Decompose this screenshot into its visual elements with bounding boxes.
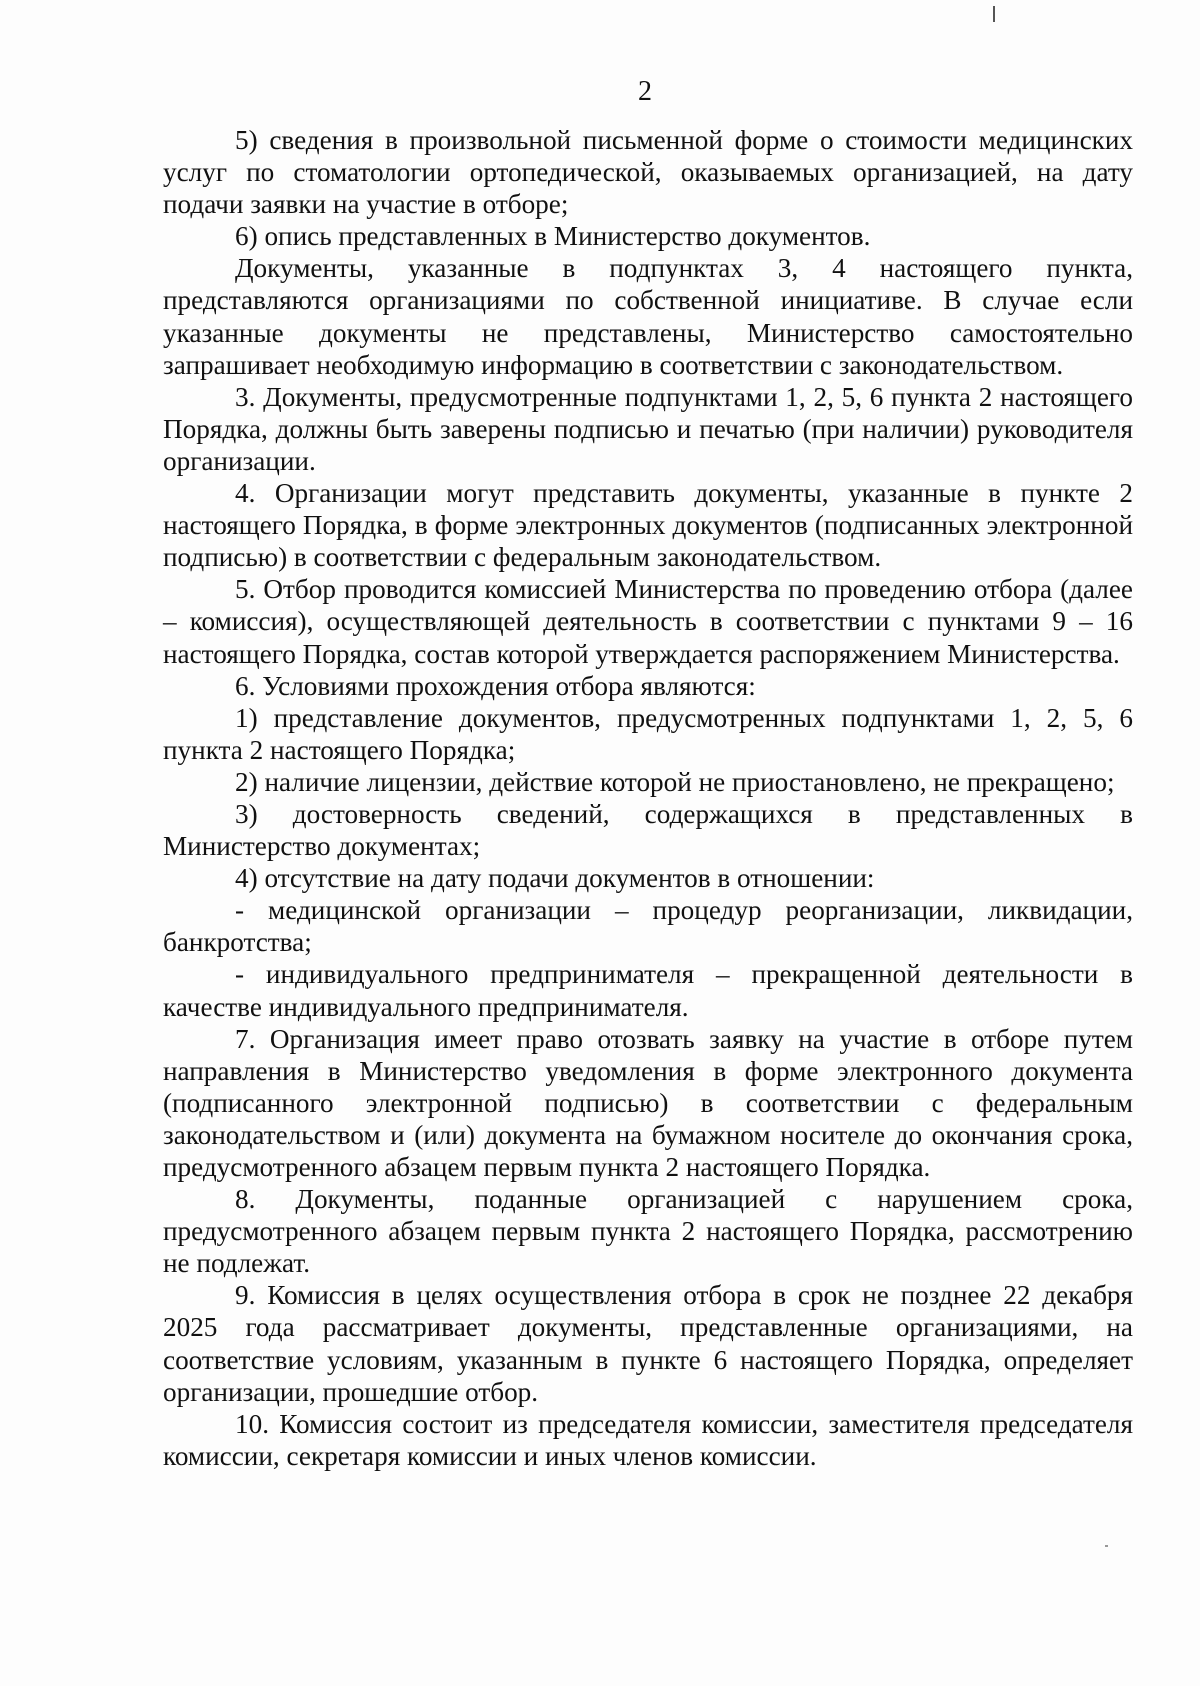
paragraph-subitem-6: 6) опись представленных в Министерство документов. (235, 221, 871, 252)
paragraph-condition-1: 1) представление документов, предусмотренных подпунктами 1, 2, 5, 6 пункта 2 настоящего Порядка; (163, 702, 1133, 765)
page-number: 2 (638, 76, 652, 107)
paragraph-condition-4-entrepreneur: - индивидуального предпринимателя – прекращенной деятельности в качестве индивидуального предпринимателя. (163, 959, 1133, 1022)
paragraph-condition-2: 2) наличие лицензии, действие которой не приостановлено, не прекращено; (235, 766, 1115, 797)
paragraph-clause-4: 4. Организации могут представить документы, указанные в пункте 2 настоящего Порядка, в форме электронных документов (подписанных электронной подписью) в соответствии с федеральным законодательством. (163, 478, 1133, 573)
paragraph-condition-4: 4) отсутствие на дату подачи документов в отношении: (235, 863, 875, 894)
paragraph-clause-8: 8. Документы, поданные организацией с нарушением срока, предусмотренного абзацем первым пункта 2 настоящего Порядка, рассмотрению не подлежат. (163, 1184, 1133, 1279)
scan-artifact-mark (993, 6, 995, 22)
paragraph-clause-3: 3. Документы, предусмотренные подпунктами 1, 2, 5, 6 пункта 2 настоящего Порядка, должны быть заверены подписью и печатью (при наличии) руководителя организации. (163, 381, 1133, 476)
paragraph-clause-6: 6. Условиями прохождения отбора являются: (235, 670, 756, 701)
paragraph-clause-9: 9. Комиссия в целях осуществления отбора в срок не позднее 22 декабря 2025 года рассматривает документы, представленные организациями, на соответствие условиям, указанным в пункте 6 настоящего Порядка, определяет организации, прошедшие отбор. (163, 1280, 1133, 1407)
paragraph-condition-4-medical: - медицинской организации – процедур реорганизации, ликвидации, банкротства; (163, 895, 1133, 958)
document-body (163, 124, 1133, 1472)
paragraph-clause-7: 7. Организация имеет право отозвать заявку на участие в отборе путем направления в Министерство уведомления в форме электронного документа (подписанного электронной подписью) в соответствии с федеральным законодательством и (или) документа на бумажном носителе до окончания срока, предусмотренного абзацем первым пункта 2 настоящего Порядка. (163, 1023, 1133, 1182)
paragraph-condition-3: 3) достоверность сведений, содержащихся в представленных в Министерство документах; (163, 798, 1133, 862)
paragraph-clause-10: 10. Комиссия состоит из председателя комиссии, заместителя председателя комиссии, секретаря комиссии и иных членов комиссии. (163, 1408, 1133, 1471)
paragraph-subitem-5: 5) сведения в произвольной письменной форме о стоимости медицинских услуг по стоматологии ортопедической, оказываемых организацией, на дату подачи заявки на участие в отборе; (163, 125, 1133, 220)
paragraph-documents-initiative: Документы, указанные в подпунктах 3, 4 настоящего пункта, представляются организациями по собственной инициативе. В случае если указанные документы не представлены, Министерство самостоятельно запрашивает необходимую информацию в соответствии с законодательством. (163, 253, 1133, 380)
scan-speck (1105, 1545, 1108, 1547)
paragraph-clause-5: 5. Отбор проводится комиссией Министерства по проведению отбора (далее – комиссия), осуществляющей деятельность в соответствии с пунктами 9 – 16 настоящего Порядка, состав которой утверждается распоряжением Министерства. (163, 574, 1133, 669)
